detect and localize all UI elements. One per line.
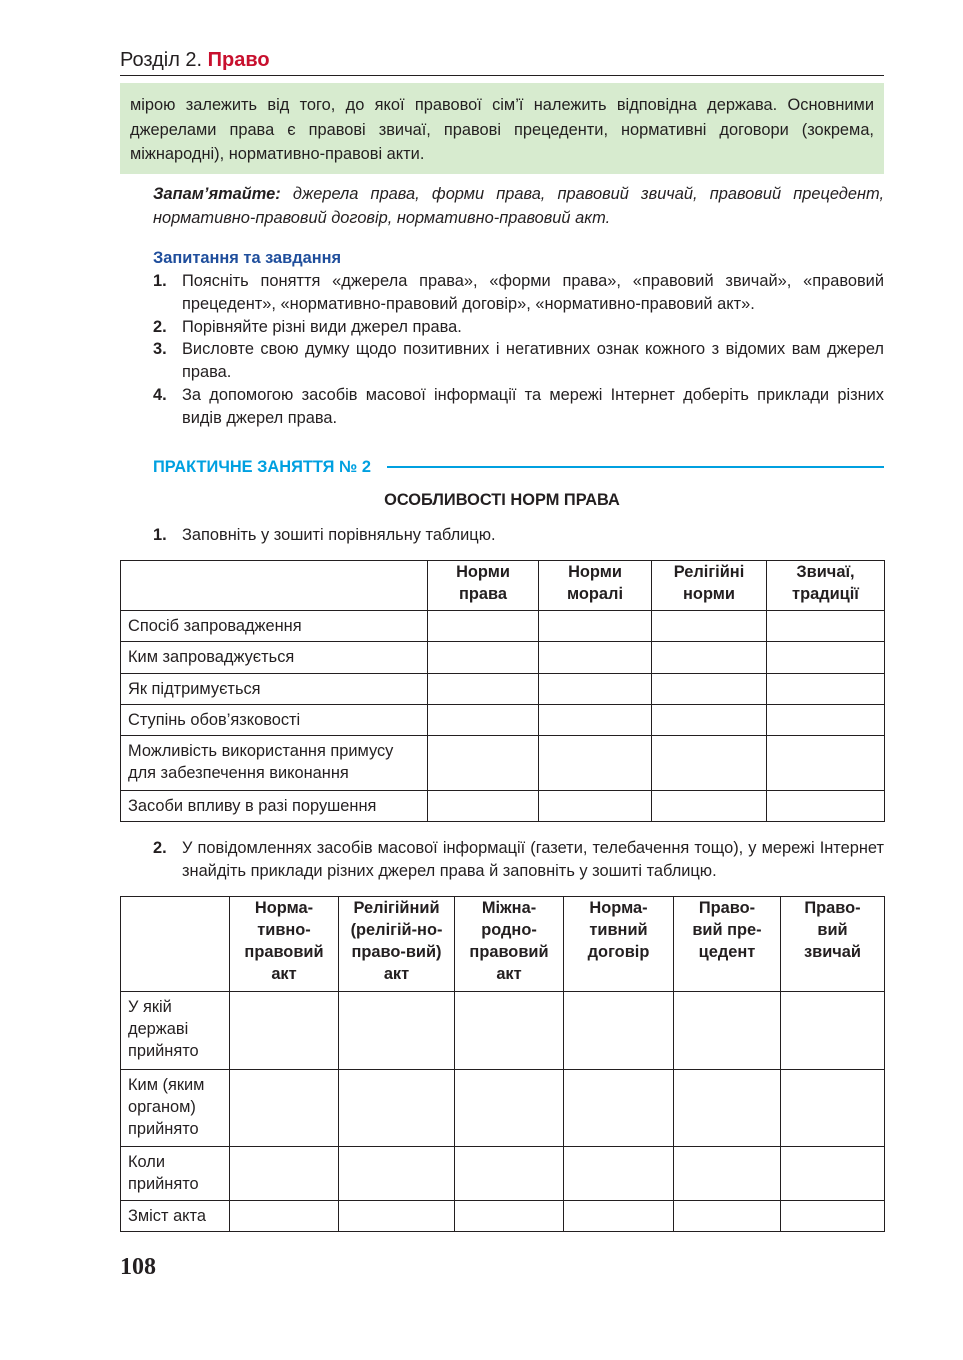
empty-cell (539, 674, 652, 705)
question-text: Порівняйте різні види джерел права. (182, 317, 462, 336)
task-number: 1. (153, 526, 167, 544)
empty-cell (564, 1147, 674, 1201)
remember-label: Запам’ятайте: (153, 185, 281, 203)
empty-cell (428, 642, 539, 674)
empty-cell (652, 736, 767, 791)
row-label: Ким (яким органом) прийнято (121, 1070, 230, 1147)
empty-cell (564, 1201, 674, 1232)
empty-cell (428, 611, 539, 642)
empty-cell (339, 1147, 455, 1201)
row-label: Спосіб запровадження (121, 611, 428, 642)
empty-cell (539, 705, 652, 736)
table-header-cell: Релігійні норми (652, 561, 767, 611)
empty-cell (564, 992, 674, 1070)
table-row (121, 611, 885, 642)
table-header-cell: Норми моралі (539, 561, 652, 611)
empty-cell (652, 791, 767, 822)
question-number: 2. (153, 317, 167, 336)
empty-cell (674, 1201, 781, 1232)
empty-cell (652, 674, 767, 705)
empty-cell (767, 611, 885, 642)
empty-cell (781, 1147, 885, 1201)
running-head (120, 47, 884, 76)
summary-box: мірою залежить від того, до якої правової сім’ї належить відповідна держава. Основними джерелами права є правові звичаї, правові прецеденти, нормативні договори (зокрема, міжнародні), нормативно-правові акти. (120, 83, 884, 174)
question-item (153, 316, 884, 339)
table-header-row (121, 897, 885, 992)
remember-text: джерела права, форми права, правовий звичай, правовий прецедент, нормативно-правовий договір, нормативно-правовий акт. (153, 185, 884, 227)
empty-cell (539, 642, 652, 674)
row-label: Як підтримується (121, 674, 428, 705)
empty-cell (230, 992, 339, 1070)
task-text: У повідомленнях засобів масової інформації (газети, телебачення тощо), у мережі Інтернет знайдіть приклади різних джерел права й заповніть у зошиті таблицю. (182, 839, 884, 880)
table-row (121, 1070, 885, 1147)
table-header-cell: Норма-тивно-правовий акт (230, 897, 339, 992)
task-number: 2. (153, 839, 167, 857)
table-row (121, 992, 885, 1070)
row-label: У якій державі прийнято (121, 992, 230, 1070)
table-header-row (121, 561, 885, 611)
question-number: 4. (153, 385, 167, 404)
table-row (121, 736, 885, 791)
table-header-cell: Звичаї, традиції (767, 561, 885, 611)
table-header-cell: Право-вий пре-цедент (674, 897, 781, 992)
empty-cell (539, 736, 652, 791)
empty-cell (767, 642, 885, 674)
empty-cell (674, 1070, 781, 1147)
practice-title: ПРАКТИЧНЕ ЗАНЯТТЯ № 2 (153, 457, 371, 476)
practice-subtitle: ОСОБЛИВОСТІ НОРМ ПРАВА (384, 491, 620, 509)
table-header-cell (121, 897, 230, 992)
empty-cell (652, 705, 767, 736)
question-number: 1. (153, 272, 167, 290)
practice-rule (387, 466, 884, 468)
empty-cell (428, 674, 539, 705)
empty-cell (767, 674, 885, 705)
empty-cell (230, 1147, 339, 1201)
empty-cell (767, 791, 885, 822)
question-text: Висловте свою думку щодо позитивних і негативних ознак кожного з відомих вам джерел права. (182, 340, 884, 382)
empty-cell (230, 1201, 339, 1232)
empty-cell (339, 1070, 455, 1147)
empty-cell (339, 1201, 455, 1232)
empty-cell (455, 1070, 564, 1147)
row-label: Зміст акта (121, 1201, 230, 1232)
table-header-cell: Міжна-родно-правовий акт (455, 897, 564, 992)
empty-cell (652, 642, 767, 674)
row-label: Ким запроваджується (121, 642, 428, 674)
row-label: Засоби впливу в разі порушення (121, 791, 428, 822)
empty-cell (455, 992, 564, 1070)
empty-cell (781, 1070, 885, 1147)
row-label: Коли прийнято (121, 1147, 230, 1201)
empty-cell (230, 1070, 339, 1147)
empty-cell (781, 992, 885, 1070)
empty-cell (339, 992, 455, 1070)
empty-cell (455, 1147, 564, 1201)
task-2 (153, 837, 884, 883)
practice-heading (153, 455, 884, 479)
questions-title: Запитання та завдання (153, 249, 342, 267)
question-text: Поясніть поняття «джерела права», «форми права», «правовий звичай», «правовий прецедент», «нормативно-правовий договір», «нормативно-правовий акт». (182, 272, 884, 313)
row-label: Можливість використання примусу для забезпечення виконання (121, 736, 428, 791)
chapter-title: Право (207, 49, 270, 71)
table-header-cell (121, 561, 428, 611)
table-row (121, 674, 885, 705)
comparison-table (120, 560, 885, 822)
table-header-cell: Право-вий звичай (781, 897, 885, 992)
empty-cell (674, 992, 781, 1070)
section-label: Розділ 2. (120, 49, 208, 71)
page-number: 108 (120, 1254, 156, 1280)
table-row (121, 1201, 885, 1232)
empty-cell (781, 1201, 885, 1232)
empty-cell (767, 705, 885, 736)
table-header-cell: Релігійний (релігій-но-право-вий) акт (339, 897, 455, 992)
sources-table (120, 896, 885, 1232)
empty-cell (539, 611, 652, 642)
empty-cell (428, 791, 539, 822)
remember-note (153, 182, 884, 230)
empty-cell (539, 791, 652, 822)
table-row (121, 791, 885, 822)
question-item (153, 384, 884, 430)
question-number: 3. (153, 340, 167, 359)
question-item (153, 338, 884, 384)
empty-cell (652, 611, 767, 642)
empty-cell (767, 736, 885, 791)
question-item (153, 270, 884, 316)
questions-list (153, 270, 884, 430)
table-row (121, 1147, 885, 1201)
empty-cell (455, 1201, 564, 1232)
table-header-cell: Норми права (428, 561, 539, 611)
empty-cell (674, 1147, 781, 1201)
empty-cell (428, 736, 539, 791)
table-row (121, 642, 885, 674)
empty-cell (564, 1070, 674, 1147)
row-label: Ступінь обов’язковості (121, 705, 428, 736)
table-row (121, 705, 885, 736)
question-text: За допомогою засобів масової інформації та мережі Інтернет доберіть приклади різних видів джерел права. (182, 385, 884, 427)
task-1 (153, 524, 884, 547)
task-text: Заповніть у зошиті порівняльну таблицю. (182, 526, 496, 544)
empty-cell (428, 705, 539, 736)
table-header-cell: Норма-тивний договір (564, 897, 674, 992)
